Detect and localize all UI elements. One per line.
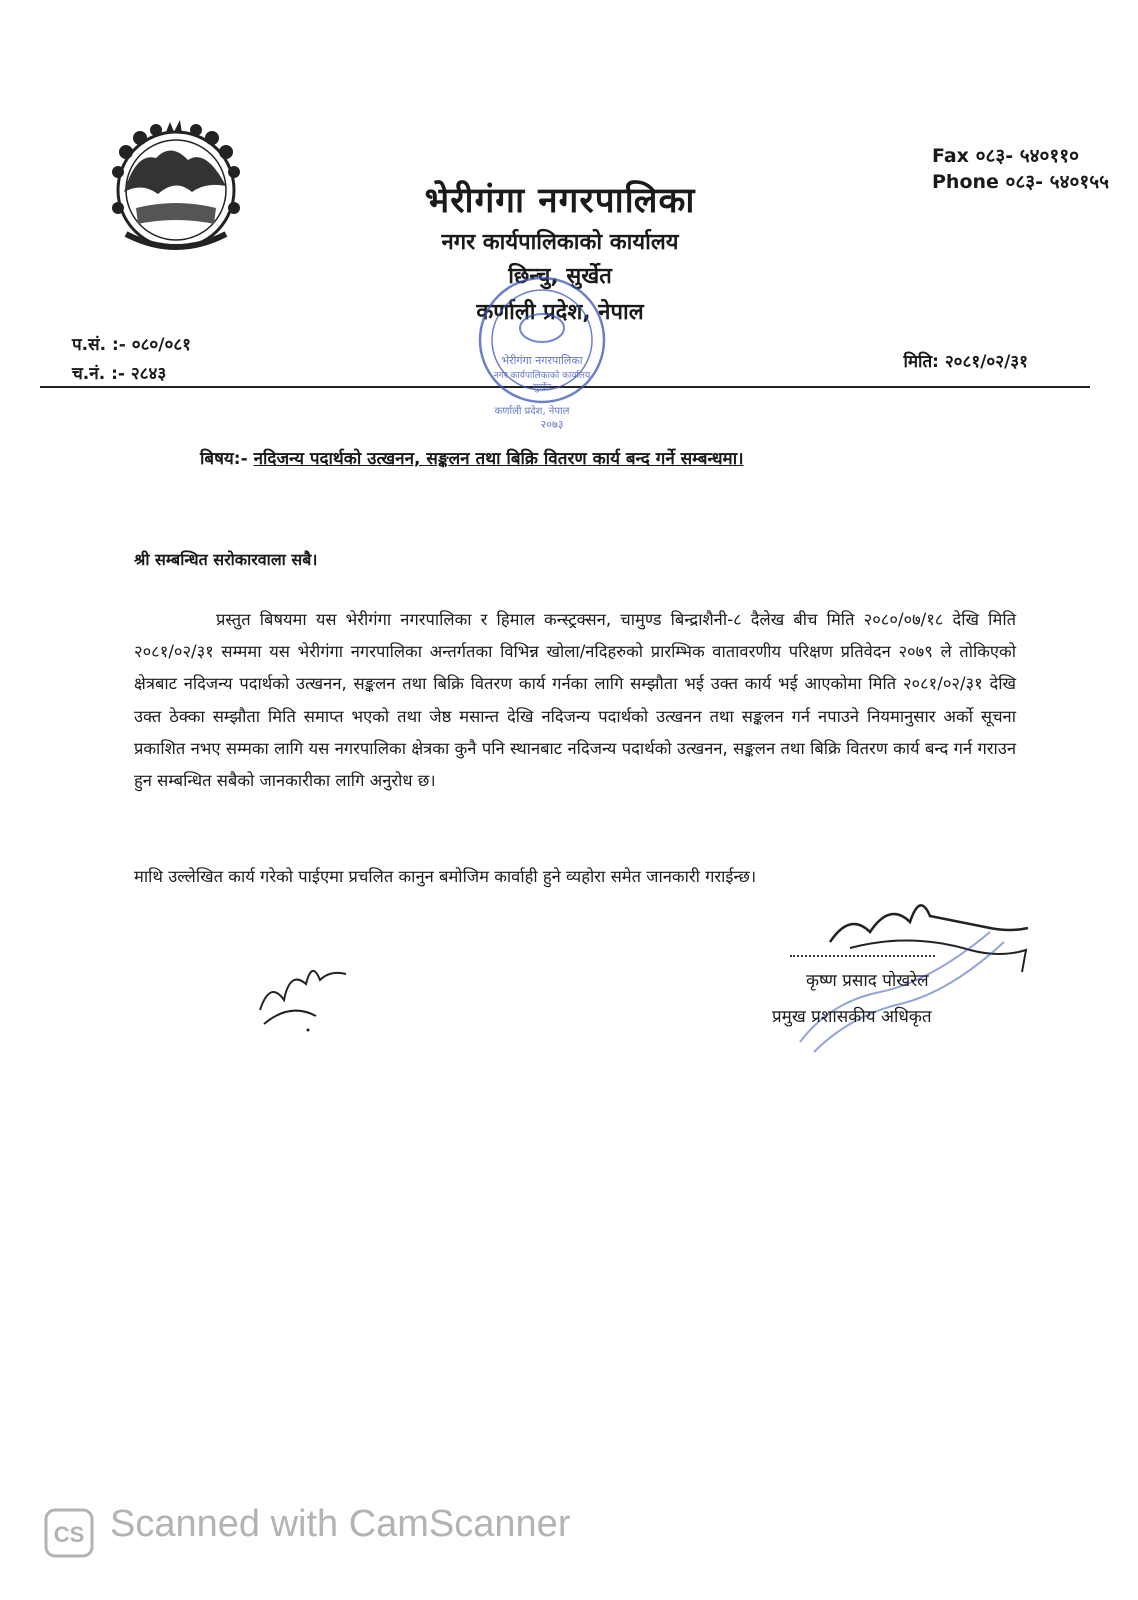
- province-country: कर्णाली प्रदेश, नेपाल: [476, 300, 644, 325]
- camscanner-logo-text: CS: [53, 1522, 85, 1547]
- phone-line: [932, 168, 1109, 194]
- camscanner-logo: [44, 1508, 94, 1558]
- seal-line-5: २०७३: [540, 418, 564, 431]
- seal-line-4: कर्णाली प्रदेश, नेपाल: [494, 406, 570, 417]
- fiscal-year-ref: प.सं. :- ०८०/०८१: [72, 335, 192, 355]
- seal-line-2: नगर कार्यपालिकाको कार्यालय: [493, 371, 591, 381]
- subject-line: [200, 446, 744, 469]
- official-seal-stamp: [452, 268, 632, 438]
- handwritten-initials: [250, 940, 360, 1035]
- addressee: श्री सम्बन्धित सरोकारवाला सबै।: [134, 550, 318, 569]
- office-address: छिन्चु, सुर्खेत: [508, 264, 612, 289]
- letter-body: प्रस्तुत बिषयमा यस भेरीगंगा नगरपालिका र हिमाल कन्स्ट्रक्सन, चामुण्ड बिन्द्राशैनी-८ दैलेख बीच मिति २०८०/०७/१८ देखि मिति २०८१/०२/३१ सम्ममा यस भेरीगंगा नगरपालिका अन्तर्गतका विभिन्न खोला/नदिहरुको प्रारम्भिक वातावरणीय परिक्षण प्रतिवेदन २०७९ ले तोकिएको क्षेत्रबाट नदिजन्य पदार्थको उत्खनन, सङ्कलन तथा बिक्रि वितरण कार्य गर्नका लागि सम्झौता भई उक्त कार्य भई आएकोमा मिति २०८१/०२/३१ देखि उक्त ठेक्का सम्झौता मिति समाप्त भएको तथा जेष्ठ मसान्त देखि नदिजन्य पदार्थको उत्खनन तथा सङ्कलन गर्न नपाउने नियमानुसार अर्को सूचना प्रकाशित नभए सम्मका लागि यस नगरपालिका क्षेत्रका कुनै पनि स्थानबाट नदिजन्य पदार्थको उत्खनन, सङ्कलन तथा बिक्रि वितरण कार्य बन्द गर्न गराउन हुन सम्बन्धित सबैको जानकारीका लागि अनुरोध छ।: [134, 610, 1016, 791]
- seal-line-3: सुर्खेत: [532, 383, 552, 393]
- signature-dotted-line: [790, 955, 935, 957]
- closing-paragraph: माथि उल्लेखित कार्य गरेको पाईएमा प्रचलित कानुन बमोजिम कार्वाही हुने व्यहोरा समेत जानकारी गराईन्छ।: [134, 867, 757, 886]
- camscanner-watermark-text: Scanned with CamScanner: [110, 1503, 571, 1545]
- phone-number: ०८३- ५४०१५५: [1005, 171, 1109, 193]
- nepal-emblem-logo: [96, 112, 256, 262]
- seal-line-1: भेरीगंगा नगरपालिका: [501, 354, 583, 367]
- municipality-title: भेरीगंगा नगरपालिका: [424, 181, 696, 221]
- fax-line: [932, 142, 1079, 168]
- fax-label: Fax: [932, 145, 969, 167]
- signatory-name: कृष्ण प्रसाद पोखरेल: [806, 971, 929, 991]
- letter-date: मिति: २०८१/०२/३१: [903, 352, 1028, 372]
- signatory-position: प्रमुख प्रशासकीय अधिकृत: [772, 1007, 932, 1027]
- dispatch-number: च.नं. :- २८४३: [72, 364, 167, 384]
- fax-number: ०८३- ५४०११०: [975, 145, 1079, 167]
- subject-text: नदिजन्य पदार्थको उत्खनन, सङ्कलन तथा बिक्रि वितरण कार्य बन्द गर्ने सम्बन्धमा।: [253, 449, 744, 469]
- phone-label: Phone: [932, 171, 999, 193]
- office-name: नगर कार्यपालिकाको कार्यालय: [441, 230, 679, 255]
- subject-label: बिषय:-: [200, 449, 248, 469]
